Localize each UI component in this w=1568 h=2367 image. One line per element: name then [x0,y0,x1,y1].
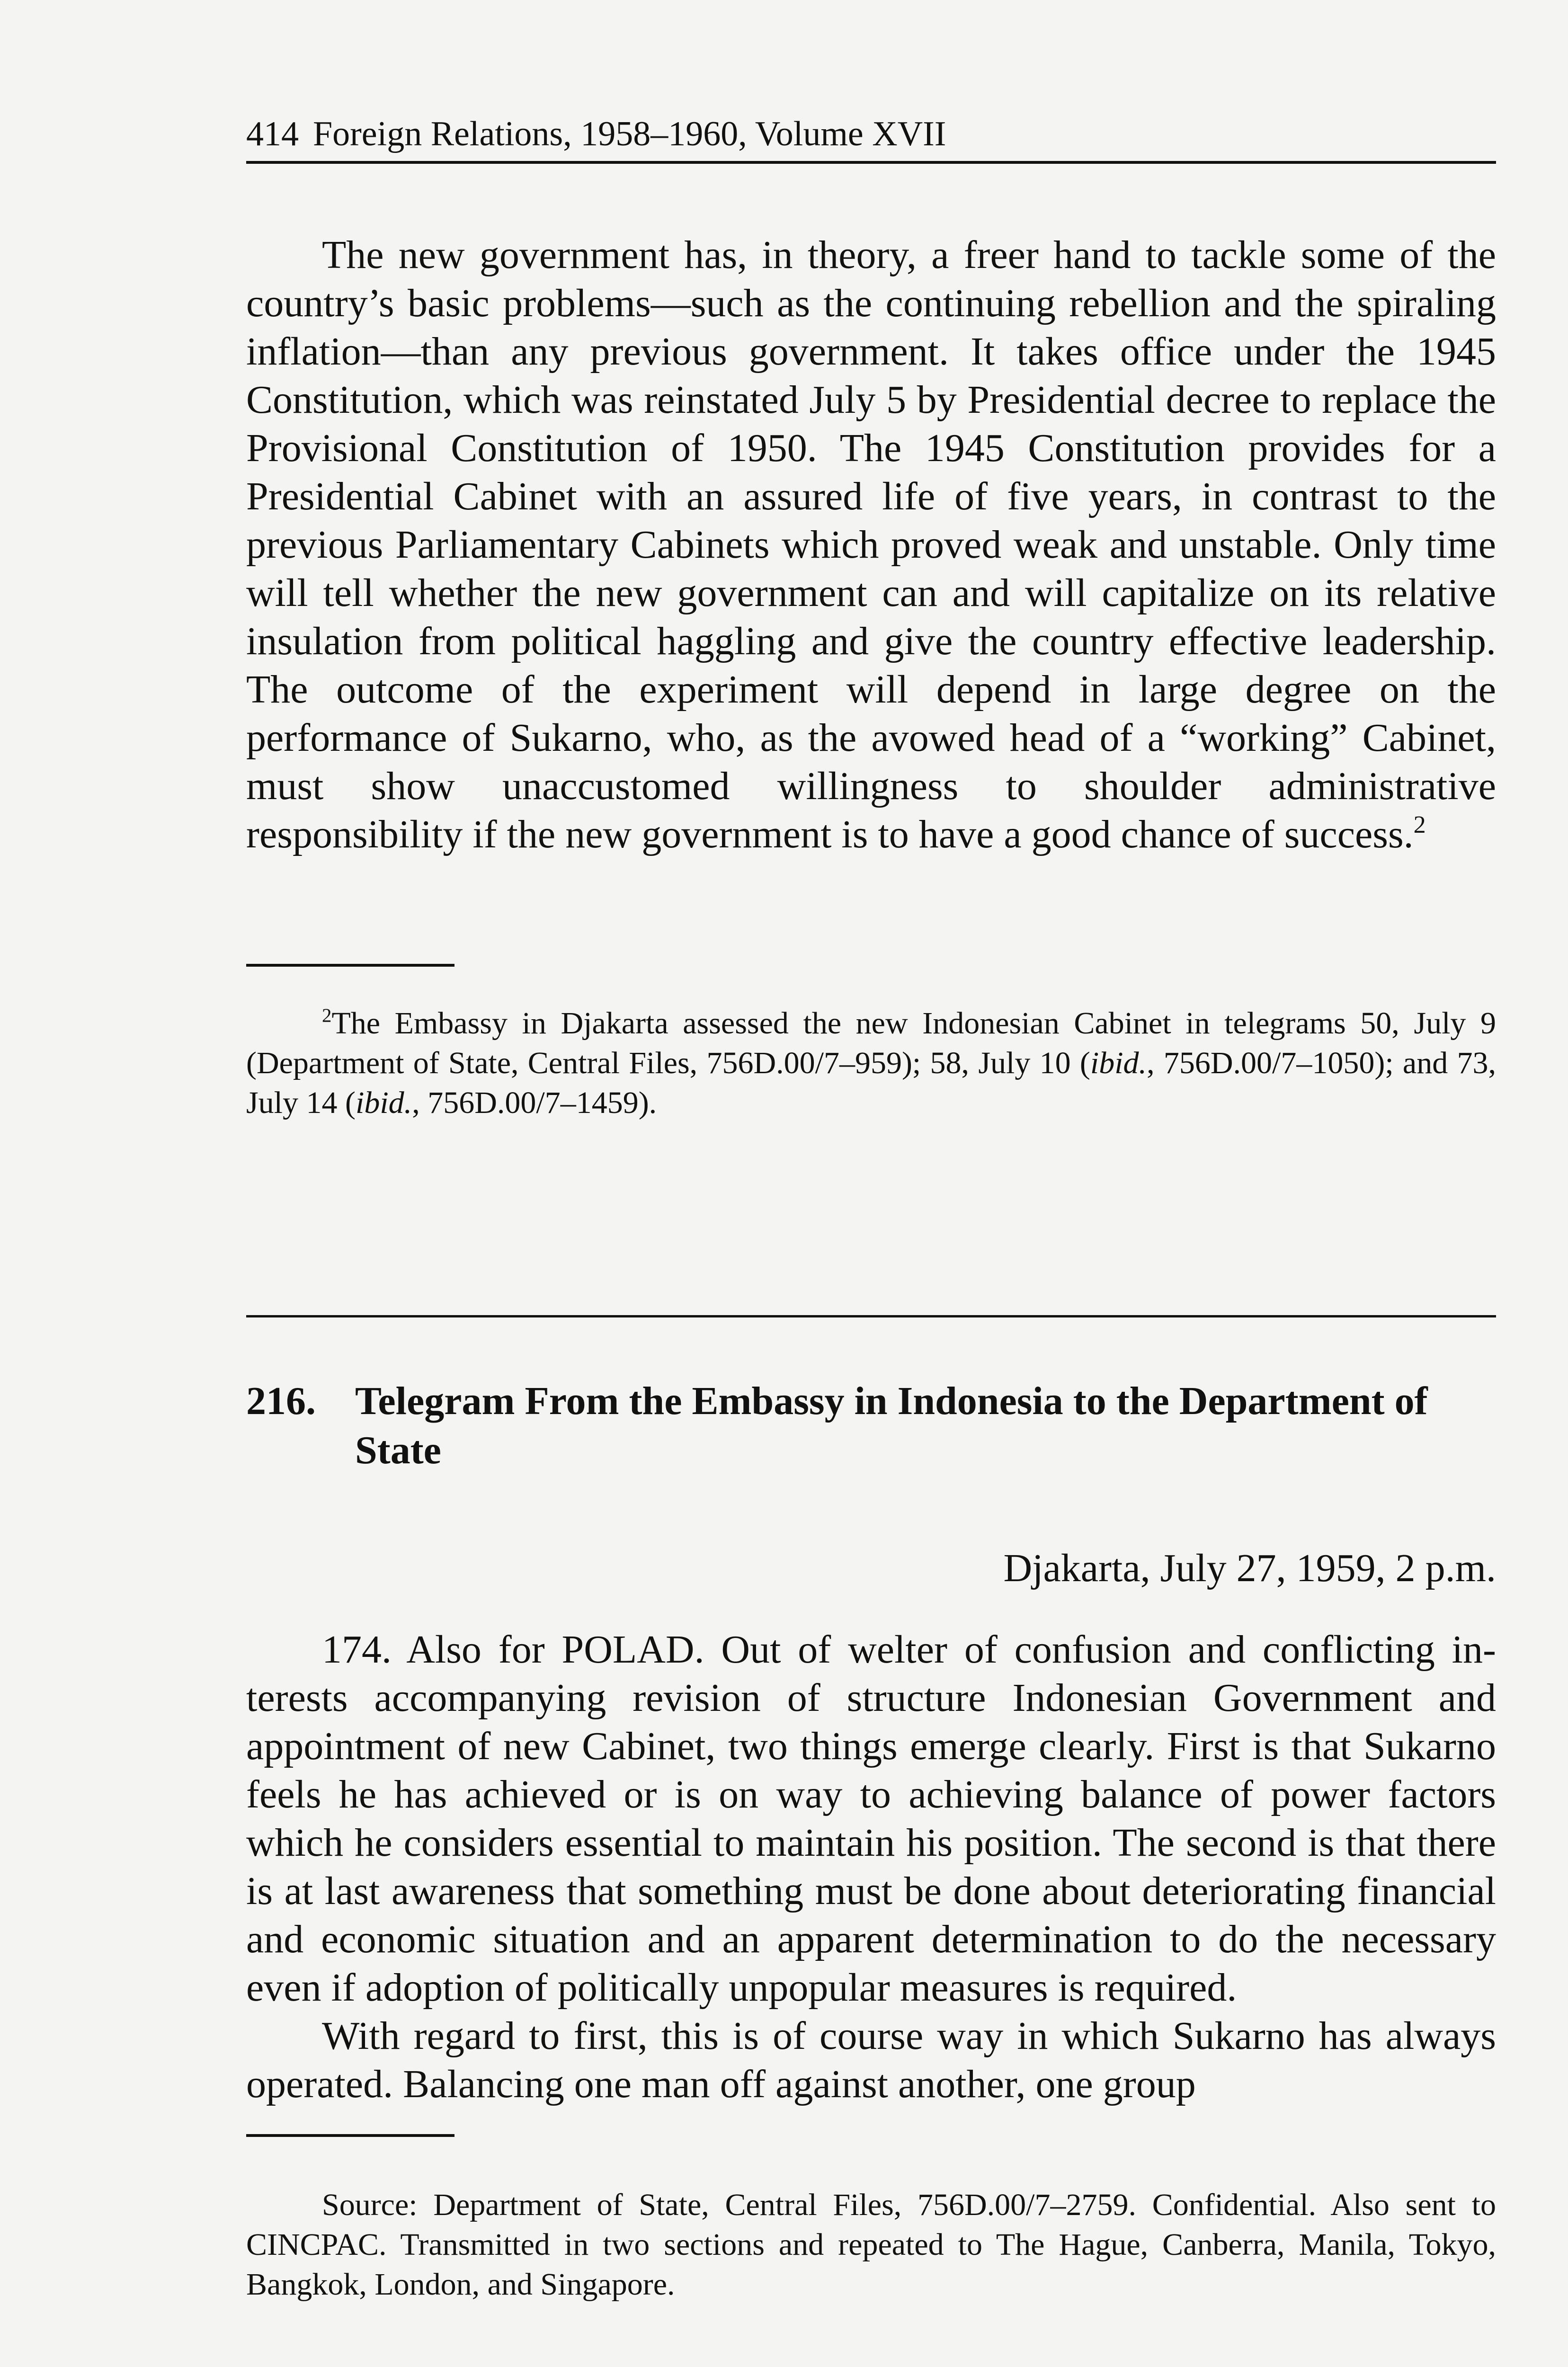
body-paragraph: 174. Also for POLAD. Out of welter of confusion and conflicting interests accompanying revision of structure Indonesian Government and appointment of new Cabinet, two things emerge clearly. First is that Sukarno feels he has achieved or is on way to achieving balance of power factors which he considers essential to maintain his position. The second is that there is at last awareness that something must be done about deteriorating financial and economic situation and an apparent determination to do the necessary even if adoption of politically unpopular measures is required. [246,1628,1496,2010]
footnote-2 [246,1004,1496,1123]
footnote-reference: 2 [1413,811,1426,838]
running-header [246,113,1496,155]
footnote-text: The Embassy in Djakarta assessed the new Indonesian Cabinet in telegrams 50, July 9 (Department of State, Central Files, 756D.00/7–959); 58, July 10 ( [246,1006,1496,1080]
series-title: Foreign Relations, 1958–1960, Volume XVII [313,115,946,153]
footnote-marker: 2 [322,1005,332,1026]
dateline: Djakarta, July 27, 1959, 2 p.m. [1003,1546,1496,1590]
source-note: Source: Department of State, Central Files, 756D.00/7–2759. Confidential. Also sent to CINCPAC. Transmitted in two sections and repeated to The Hague, Canberra, Manila, Tokyo, Bangkok, London, and Singapore. [246,2188,1496,2302]
ibid-citation: ibid. [356,1086,412,1120]
page-number: 414 [246,115,299,153]
document-heading [246,1377,1496,1475]
ibid-citation: ibid. [1090,1046,1147,1080]
header-rule [246,161,1496,164]
body-paragraph: With regard to first, this is of course way in which Sukarno has always operated. Balancing one man off against another, one group [246,2014,1496,2106]
telegram-text [246,1626,1496,2109]
document-title: Telegram From the Embassy in Indonesia to the Department of State [355,1379,1428,1472]
continued-text [246,231,1496,859]
paragraph-text: The new government has, in theory, a freer hand to tackle some of the country’s basic problems—such as the continuing rebellion and the spiraling inflation—than any previous government. It takes office under the 1945 Constitution, which was reinstated July 5 by Presidential decree to replace the Provisional Constitution of 1950. The 1945 Constitution provides for a Presidential Cabinet with an assured life of five years, in contrast to the previous Parliamentary Cabinets which proved weak and unstable. Only time will tell whether the new government can and will capitalize on its relative insulation from political haggling and give the country effective leadership. The outcome of the experiment will depend in large degree on the performance of Sukarno, who, as the avowed head of a “working” Cabinet, must show unaccustomed willingness to shoulder administrative responsibility if the new government is to have a good chance of success. [246,233,1496,856]
section-rule [246,1315,1496,1317]
body-paragraph [246,231,1496,859]
footnote-text: , 756D.00/7–1050); and 73, July 14 ( [246,1046,1496,1120]
footnote-text: , 756D.00/7–1459). [412,1086,657,1120]
document-number: 216. [246,1379,316,1423]
footnote-rule [246,964,454,967]
footnote-rule [246,2134,454,2137]
